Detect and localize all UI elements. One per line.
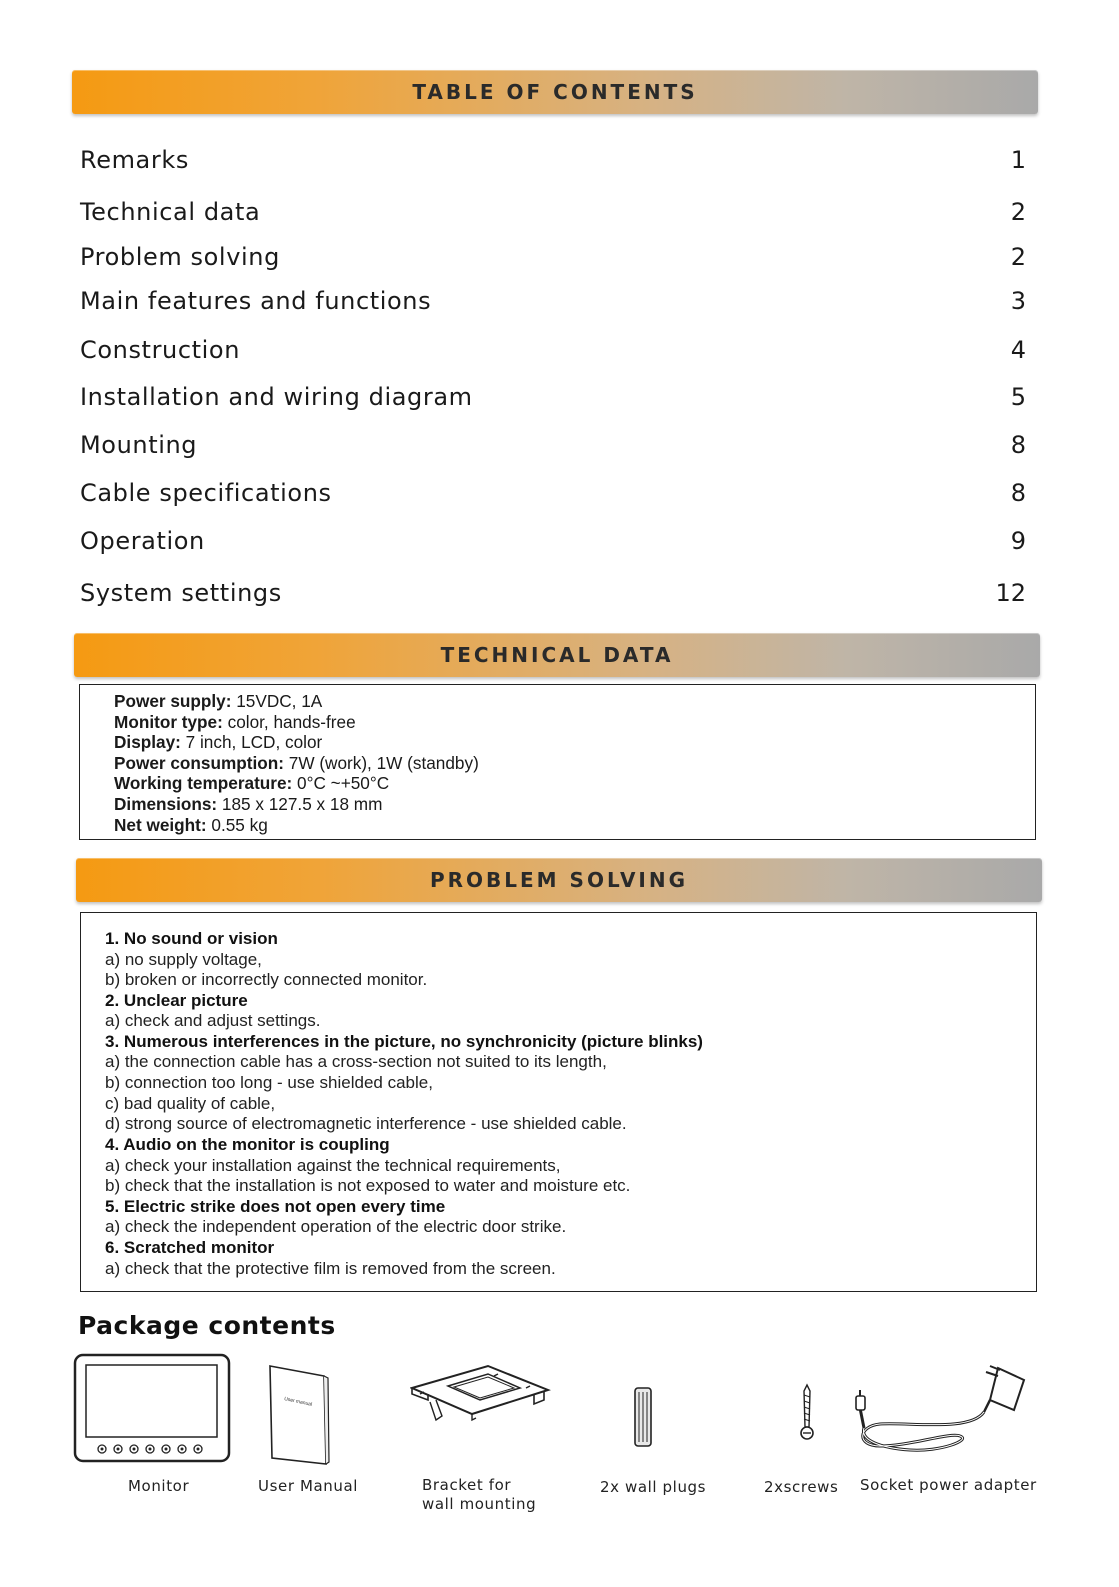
manual-icon: [266, 1362, 332, 1468]
problem-solving-header: PROBLEM SOLVING: [429, 868, 689, 892]
bracket-icon: [410, 1364, 552, 1426]
problem-heading-text: Numerous interferences in the picture, no synchronicity (picture blinks): [119, 1032, 703, 1051]
toc-entry-page: 12: [995, 579, 1026, 607]
toc-entry[interactable]: [80, 431, 1026, 465]
power-adapter-icon: [850, 1362, 1032, 1456]
spec-label: Dimensions:: [114, 794, 218, 814]
spec-row: [114, 732, 322, 752]
toc-entry[interactable]: [80, 198, 1026, 232]
problem-remedy: d) strong source of electromagnetic interference - use shielded cable.: [105, 1114, 627, 1133]
problem-heading-text: Scratched monitor: [119, 1238, 275, 1257]
technical-data-header: TECHNICAL DATA: [440, 643, 674, 667]
spec-label: Monitor type:: [114, 712, 223, 732]
problem-remedy: a) check your installation against the technical requirements,: [105, 1156, 561, 1175]
wall-plug-icon: [632, 1386, 654, 1450]
problem-heading: [105, 929, 278, 949]
problem-remedy: a) check that the protective film is removed from the screen.: [105, 1259, 556, 1278]
spec-label: Display:: [114, 732, 181, 752]
problem-remedy: b) check that the installation is not exposed to water and moisture etc.: [105, 1176, 631, 1195]
toc-entry-page: 2: [1010, 243, 1026, 271]
toc-entry[interactable]: [80, 146, 1026, 180]
toc-entry-page: 8: [1010, 431, 1026, 459]
problem-number: 5.: [105, 1197, 120, 1216]
problem-heading: [105, 1238, 274, 1258]
toc-entry[interactable]: [80, 383, 1026, 417]
problem-heading: [105, 1032, 703, 1052]
toc-entry-title: Construction: [80, 336, 241, 364]
toc-entry[interactable]: [80, 336, 1026, 370]
toc-entry-title: Technical data: [80, 198, 261, 226]
toc-entry-title: Mounting: [80, 431, 198, 459]
problem-heading-text: Audio on the monitor is coupling: [119, 1135, 390, 1154]
problem-number: 4.: [105, 1135, 120, 1154]
problem-remedy: a) check the independent operation of the electric door strike.: [105, 1217, 567, 1236]
monitor-icon: [73, 1353, 231, 1463]
spec-value: 7 inch, LCD, color: [180, 732, 323, 752]
problem-heading: [105, 991, 248, 1011]
spec-row: [114, 691, 322, 711]
problem-heading-text: Unclear picture: [119, 991, 248, 1010]
toc-entry[interactable]: [80, 287, 1026, 321]
toc-entry-page: 1: [1010, 146, 1026, 174]
spec-label: Power consumption:: [114, 753, 284, 773]
spec-row: [114, 753, 479, 773]
toc-header: TABLE OF CONTENTS: [412, 80, 698, 104]
package-item-label: User Manual: [258, 1477, 359, 1495]
spec-label: Working temperature:: [114, 773, 293, 793]
toc-entry-title: Cable specifications: [80, 479, 332, 507]
spec-row: [114, 712, 356, 732]
problem-solving-header-banner: [76, 858, 1042, 902]
toc-entry[interactable]: [80, 479, 1026, 513]
problem-remedy: c) bad quality of cable,: [105, 1094, 276, 1113]
problem-heading-text: Electric strike does not open every time: [119, 1197, 446, 1216]
spec-value: 185 x 127.5 x 18 mm: [217, 794, 383, 814]
problem-heading: [105, 1135, 390, 1155]
spec-label: Power supply:: [114, 691, 232, 711]
spec-value: color, hands-free: [222, 712, 356, 732]
toc-entry-page: 8: [1010, 479, 1026, 507]
toc-entry-title: Main features and functions: [80, 287, 432, 315]
package-item-label-line1: Bracket for: [422, 1476, 512, 1494]
package-item-label: Socket power adapter: [860, 1476, 1037, 1494]
manual-cover-text: User manual: [283, 1396, 313, 1408]
spec-value: 15VDC, 1A: [231, 691, 323, 711]
spec-value: 7W (work), 1W (standby): [283, 753, 479, 773]
problem-remedy: a) check and adjust settings.: [105, 1011, 321, 1030]
problem-remedy: a) no supply voltage,: [105, 950, 262, 969]
spec-label: Net weight:: [114, 815, 207, 835]
spec-row: [114, 815, 268, 835]
package-item-label: Monitor: [128, 1477, 190, 1495]
toc-entry-page: 3: [1010, 287, 1026, 315]
problem-remedy: a) the connection cable has a cross-section not suited to its length,: [105, 1052, 607, 1071]
toc-entry[interactable]: [80, 243, 1026, 277]
problem-number: 3.: [105, 1032, 120, 1051]
package-item-label: [422, 1476, 536, 1514]
problem-solving-box: [80, 912, 1037, 1292]
package-item-label: 2xscrews: [764, 1478, 839, 1496]
toc-entry[interactable]: [80, 579, 1026, 613]
spec-row: [114, 794, 382, 814]
toc-entry-page: 2: [1010, 198, 1026, 226]
toc-entry-title: Installation and wiring diagram: [80, 383, 473, 411]
problem-heading: [105, 1197, 445, 1217]
problem-number: 6.: [105, 1238, 120, 1257]
technical-data-header-banner: [74, 633, 1040, 677]
toc-entry-title: Problem solving: [80, 243, 280, 271]
spec-value: 0.55 kg: [206, 815, 268, 835]
spec-row: [114, 773, 389, 793]
toc-entry-page: 9: [1010, 527, 1026, 555]
toc-entry-title: Remarks: [80, 146, 189, 174]
screw-icon: [796, 1383, 818, 1443]
problem-remedy: b) broken or incorrectly connected monitor.: [105, 970, 428, 989]
toc-entry-title: System settings: [80, 579, 282, 607]
problem-remedy: b) connection too long - use shielded cable,: [105, 1073, 433, 1092]
toc-header-banner: [72, 70, 1038, 114]
spec-value: 0°C ~+50°C: [292, 773, 390, 793]
toc-entry-page: 4: [1010, 336, 1026, 364]
problem-heading-text: No sound or vision: [119, 929, 278, 948]
package-item-label: 2x wall plugs: [600, 1478, 707, 1496]
package-item-label-line2: wall mounting: [422, 1495, 537, 1513]
problem-number: 1.: [105, 929, 120, 948]
toc-entry-title: Operation: [80, 527, 205, 555]
package-contents-title: Package contents: [78, 1311, 336, 1340]
technical-data-box: [79, 684, 1036, 840]
problem-number: 2.: [105, 991, 120, 1010]
toc-entry[interactable]: [80, 527, 1026, 561]
toc-entry-page: 5: [1010, 383, 1026, 411]
